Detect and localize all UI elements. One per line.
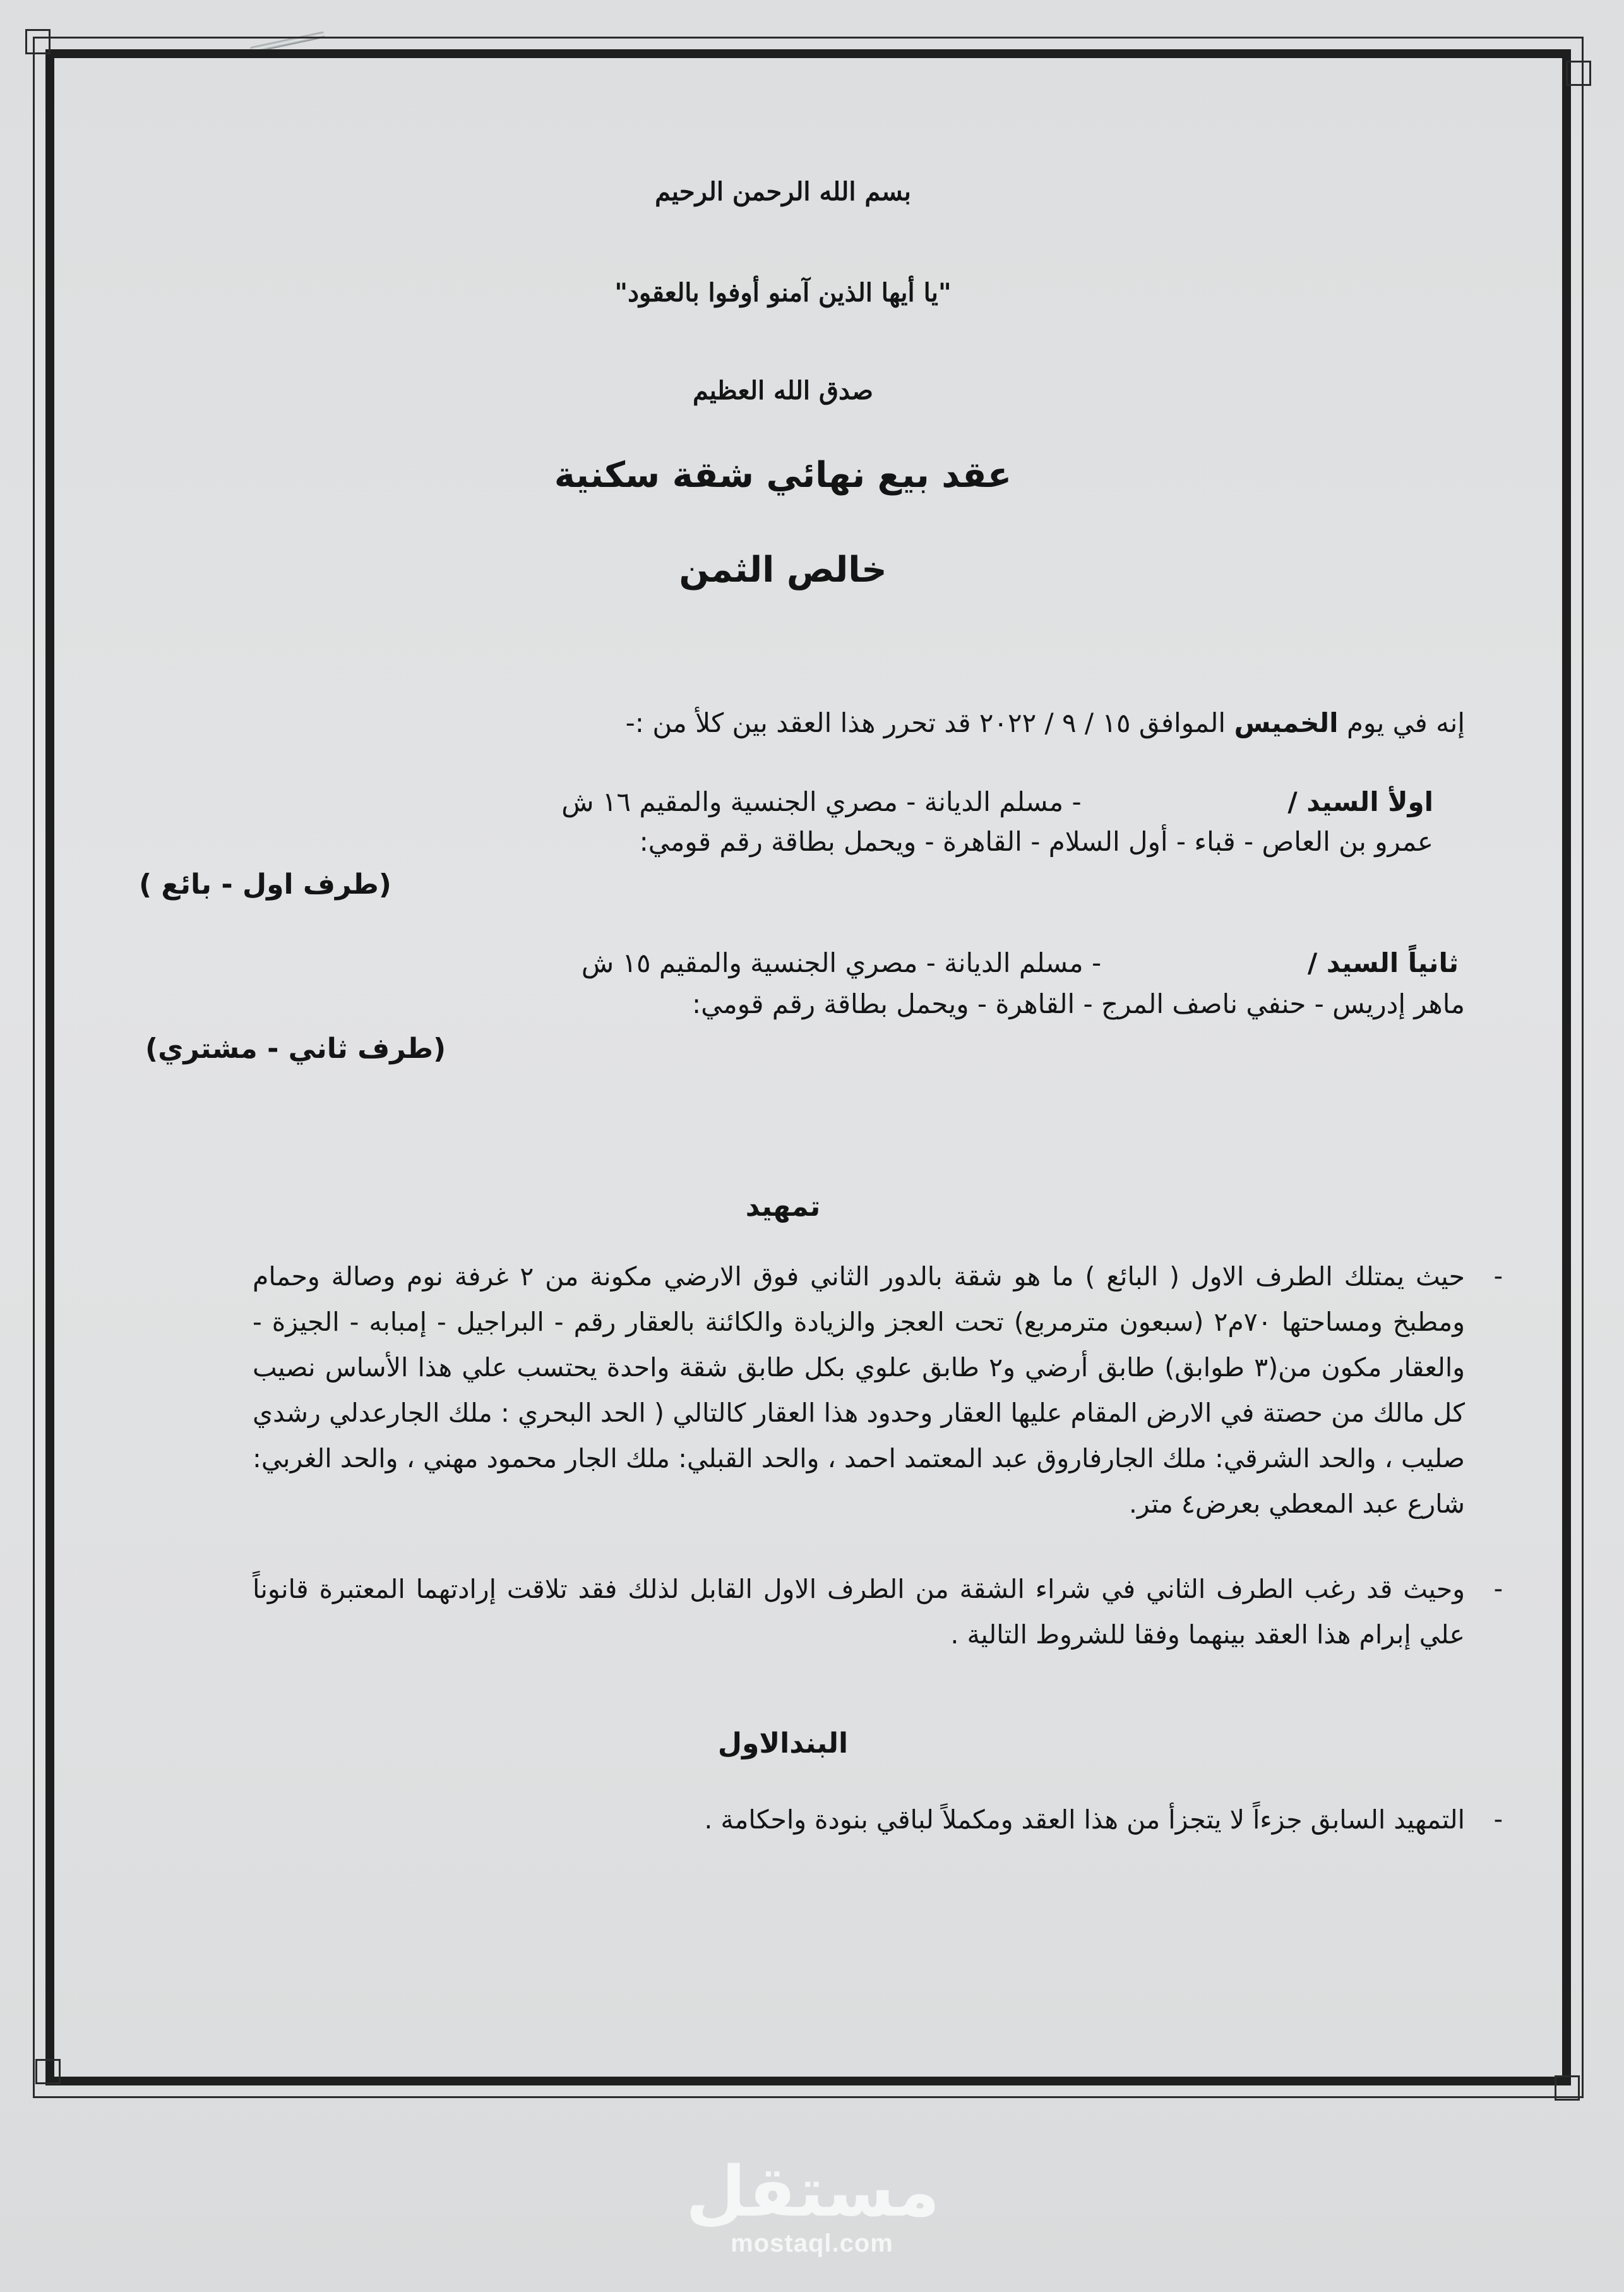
preamble-heading: تمهيد — [745, 1191, 821, 1223]
preamble-text-two: وحيث قد رغب الطرف الثاني في شراء الشقة من الطرف الاول القابل لذلك فقد تلاقت إرادتهما المعتبرة قانوناً علي إبرام هذا العقد بينهما وفقا للشروط التالية . — [253, 1574, 1465, 1650]
contract-title: عقد بيع نهائي شقة سكنية — [554, 455, 1012, 496]
party-one-details: - مسلم الديانة - مصري الجنسية والمقيم ١٦ ش — [561, 786, 1082, 817]
intro-suffix: الموافق ١٥ / ٩ / ٢٠٢٢ قد تحرر هذا العقد بين كلأ من :- — [625, 707, 1226, 738]
preamble-paragraph-one — [253, 1254, 1503, 1527]
party-one-address: عمرو بن العاص - قباء - أول السلام - القاهرة - ويحمل بطاقة رقم قومي: — [639, 826, 1433, 857]
party-one-label: اولأ السيد / — [1287, 786, 1433, 817]
intro-prefix: إنه في يوم — [1346, 707, 1465, 738]
party-two-address: ماهر إدريس - حنفي ناصف المرج - القاهرة - ويحمل بطاقة رقم قومي: — [691, 988, 1465, 1019]
border-corner-ornament — [1566, 61, 1591, 86]
intro-day: الخميس — [1234, 707, 1339, 738]
basmala: بسم الله الرحمن الرحيم — [655, 177, 911, 207]
party-two-role: (طرف ثاني - مشتري) — [145, 1033, 446, 1065]
party-one-role: (طرف اول - بائع ) — [139, 868, 391, 901]
preamble-paragraph-two — [253, 1566, 1503, 1657]
watermark-latin: mostaql.com — [731, 2229, 893, 2257]
contract-subtitle: خالص الثمن — [679, 549, 887, 591]
border-corner-ornament — [25, 29, 51, 54]
clause-one-paragraph — [253, 1797, 1503, 1842]
party-two-line — [582, 947, 1459, 978]
party-two-details: - مسلم الديانة - مصري الجنسية والمقيم ١٥ ش — [581, 947, 1102, 978]
quran-verse: "يا أيها الذين آمنو أوفوا بالعقود" — [614, 278, 952, 308]
clause-one-text: التمهيد السابق جزءاً لا يتجزأ من هذا العقد ومكملاً لباقي بنودة واحكامة . — [704, 1804, 1465, 1835]
watermark-arabic: مستقل — [686, 2151, 940, 2232]
clause-one-heading: البندالاول — [717, 1727, 849, 1760]
preamble-text-one: حيث يمتلك الطرف الاول ( البائع ) ما هو شقة بالدور الثاني فوق الارضي مكونة من ٢ غرفة نوم وصالة وحمام ومطبخ ومساحتها ٧٠م٢ (سبعون مترمربع) تحت العجز والزيادة والكائنة بالعقار رقم - البراجيل - إمبابه - الجيزة - والعقار مكون من(٣ طوابق) طابق أرضي و٢ طابق علوي بكل طابق شقة واحدة يحتسب علي هذا الأساس نصيب كل مالك من حصتة في الارض المقام عليها العقار وحدود هذا العقار كالتالي ( الحد البحري : ملك الجارعدلي رشدي صليب ، والحد الشرقي: ملك الجارفاروق عبد المعتمد احمد ، والحد القبلي: ملك الجار محمود مهني ، والحد الغربي: شارع عبد المعطي بعرض٤ متر. — [253, 1261, 1466, 1519]
bullet-dash: - — [1493, 1575, 1503, 1604]
page-border-inner — [45, 49, 1571, 2085]
border-corner-ornament — [1555, 2075, 1580, 2101]
intro-line — [626, 707, 1465, 738]
party-two-label: ثانياً السيد / — [1307, 947, 1459, 978]
bullet-dash: - — [1493, 1805, 1503, 1834]
border-corner-ornament — [35, 2059, 61, 2084]
bullet-dash: - — [1493, 1262, 1503, 1291]
mostaql-watermark — [686, 2151, 940, 2258]
party-one-line — [561, 786, 1433, 817]
verse-closing: صدق الله العظيم — [693, 376, 873, 405]
